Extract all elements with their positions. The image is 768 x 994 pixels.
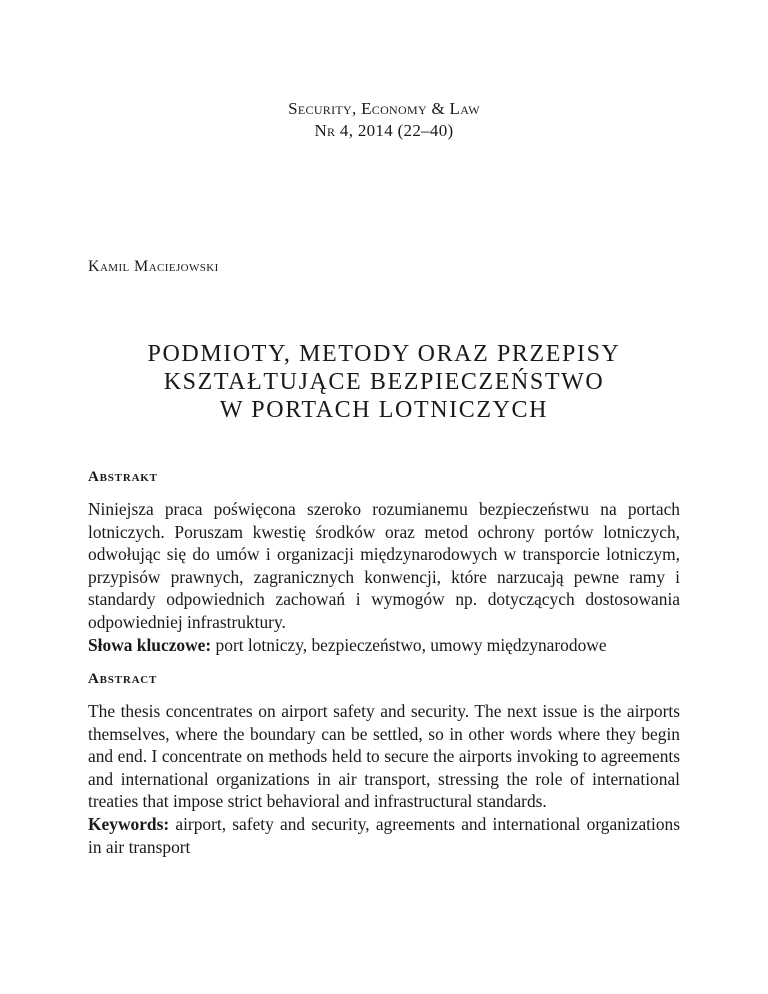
journal-name: Security, Economy & Law: [288, 99, 480, 118]
abstrakt-section: [88, 469, 680, 656]
abstrakt-heading: Abstrakt: [88, 469, 158, 485]
abstract-section: [88, 671, 680, 858]
journal-header: [0, 98, 768, 142]
abstrakt-keywords-list: port lotniczy, bezpieczeństwo, umowy międzynarodowe: [215, 634, 607, 655]
abstract-text: The thesis concentrates on airport safety and security. The next issue is the airports themselves, where the boundary can be settled, so in other words where they begin and end. I concentrate on methods held to secure the airports invoking to agreements and international organizations in air transport, stressing the role of international treaties that impose strict behavioral and infrastructural standards.: [88, 701, 680, 812]
title-line-1: PODMIOTY, METODY ORAZ PRZEPISY: [147, 341, 621, 367]
abstrakt-keywords-label: Słowa kluczowe:: [88, 634, 212, 655]
abstrakt-text: Niniejsza praca poświęcona szeroko rozumianemu bezpieczeństwu na portach lotniczych. Poruszam kwestię środków oraz metod ochrony portów lotniczych, odwołując się do umów i organizacji międzynarodowych w transporcie lotniczym, przypisów prawnych, zagranicznych konwencji, które narzucają pewne ramy i standardy odpowiednich zachowań i wymogów np. dotyczących dostosowania odpowiedniej infrastruktury.: [88, 499, 680, 632]
journal-issue: Nr 4, 2014 (22–40): [314, 121, 454, 140]
abstract-keywords: [88, 813, 680, 858]
title-line-3: W PORTACH LOTNICZYCH: [219, 397, 549, 423]
abstract-keywords-list: airport, safety and security, agreements and international organizations in air transport: [88, 813, 680, 857]
paper-title: [0, 340, 768, 424]
title-line-2: KSZTAŁTUJĄCE BEZPIECZEŃSTWO: [163, 369, 605, 395]
abstract-keywords-label: Keywords:: [88, 813, 170, 834]
author-name: Kamil Maciejowski: [88, 258, 219, 275]
abstract-heading: Abstract: [88, 671, 158, 687]
abstrakt-keywords: [88, 634, 680, 657]
